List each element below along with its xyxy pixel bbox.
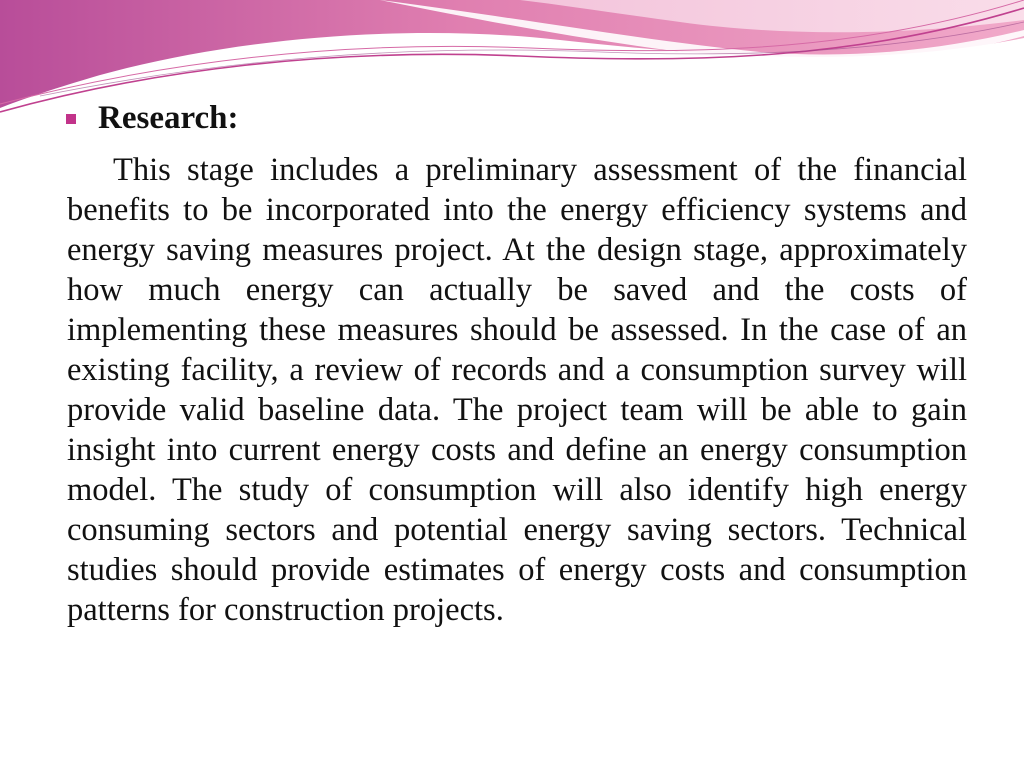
body-paragraph: This stage includes a preliminary assessment of the financial benefits to be incorporated into the energy efficiency systems and energy saving measures project. At the design stage, approximately how much energy can actually be saved and the costs of implementing these measures should be assessed. In the case of an existing facility, a review of records and a consumption survey will provide valid baseline data. The project team will be able to gain insight into current energy costs and define an energy consumption model. The study of consumption will also identify high energy consuming sectors and potential energy saving sectors. Technical studies should provide estimates of energy costs and consumption patterns for construction projects. bbox=[67, 152, 967, 628]
heading-row bbox=[66, 98, 239, 138]
section-heading: Research: bbox=[98, 100, 239, 136]
square-bullet-icon bbox=[66, 114, 76, 124]
